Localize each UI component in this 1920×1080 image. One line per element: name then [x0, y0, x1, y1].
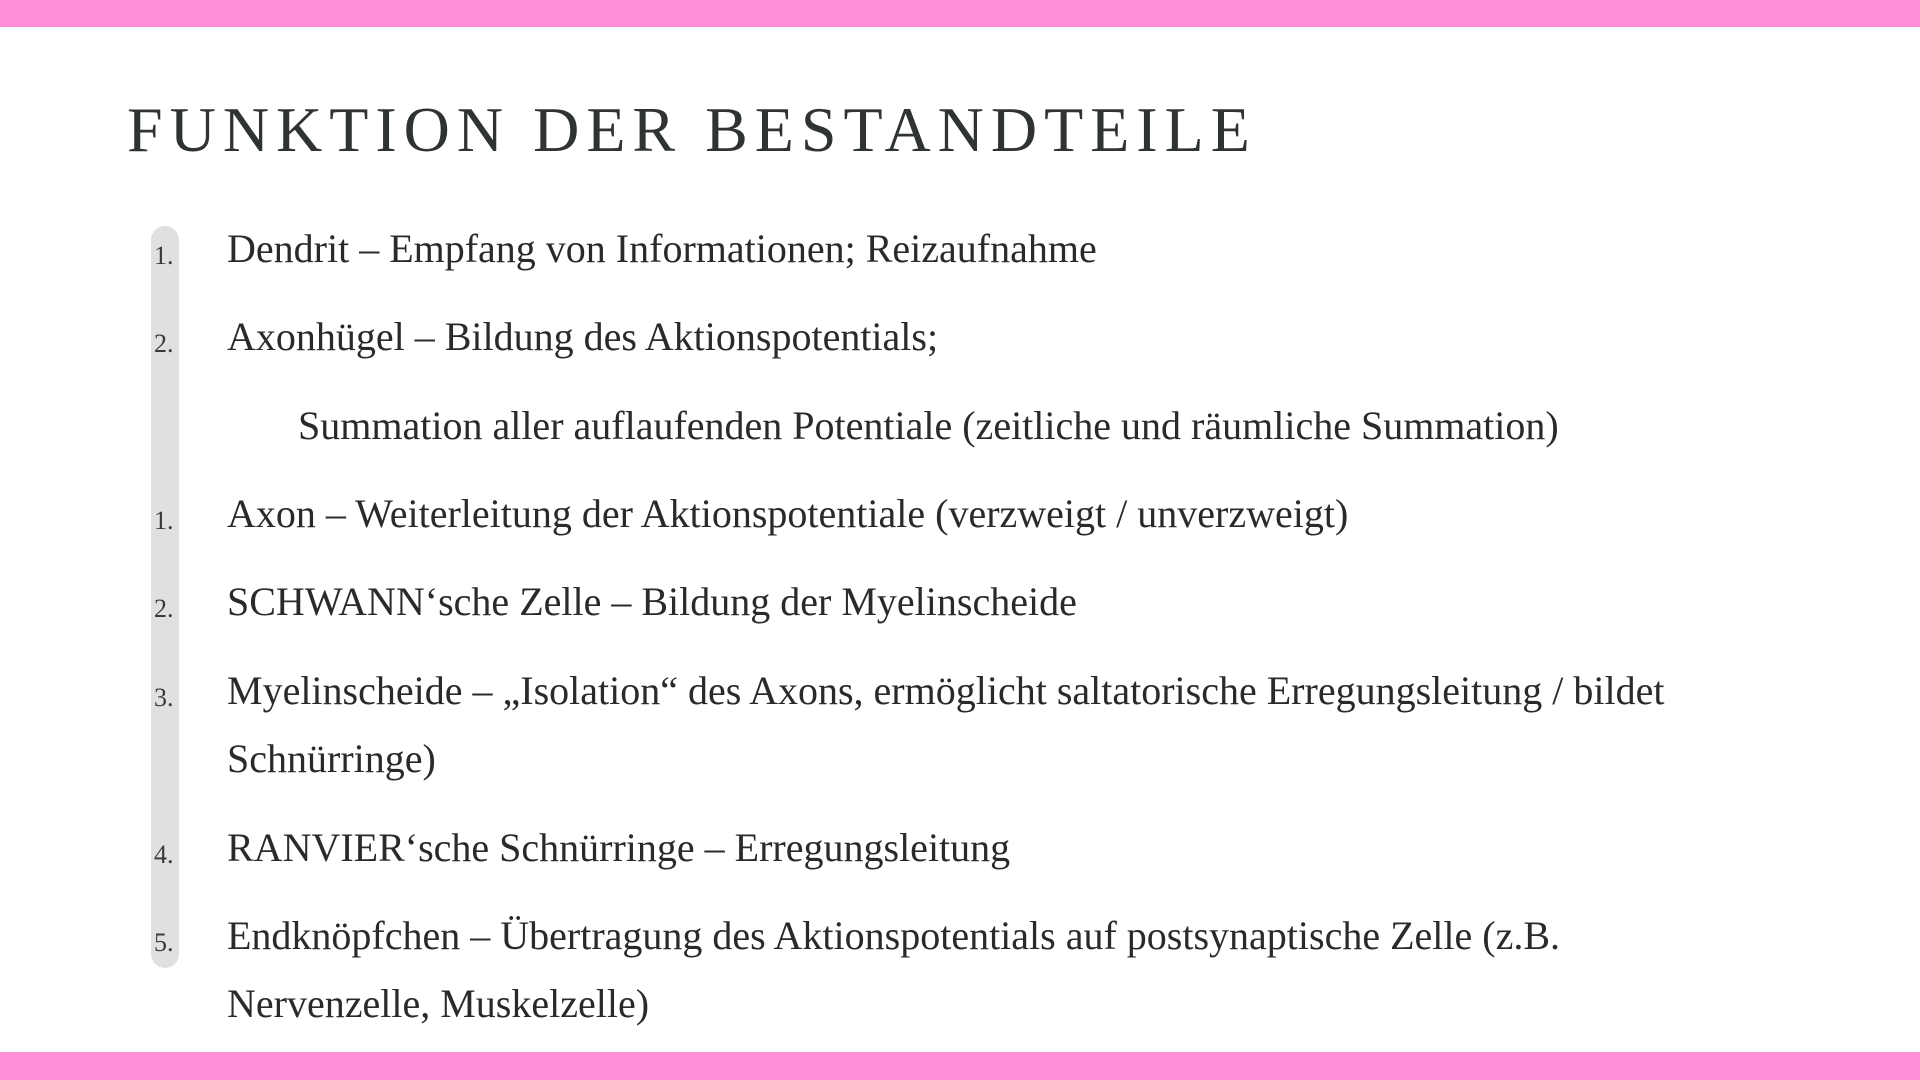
list-item-number: 2. — [154, 329, 174, 358]
list-item-text: Axonhügel – Bildung des Aktionspotentials; — [227, 314, 939, 359]
list-item-number: 5. — [154, 928, 174, 957]
list-item-text: Myelinscheide – „Isolation“ des Axons, ermöglicht saltatorische Erregungsleitung / bildet — [227, 668, 1665, 713]
list-item-text: Dendrit – Empfang von Informationen; Reizaufnahme — [227, 226, 1097, 271]
slide-title: FUNKTION DER BESTANDTEILE — [127, 94, 1257, 165]
list-item-text: Endknöpfchen – Übertragung des Aktionspotentials auf postsynaptische Zelle (z.B. — [227, 913, 1561, 958]
list-item-number: 4. — [154, 840, 174, 869]
list-item-number: 3. — [154, 683, 174, 712]
list-item-continuation: Schnürringe) — [227, 736, 436, 781]
list-item-number: 1. — [154, 241, 174, 270]
list-item-text: SCHWANN‘sche Zelle – Bildung der Myelinscheide — [227, 579, 1077, 624]
list-item-number: 1. — [154, 506, 174, 535]
list-item-continuation: Nervenzelle, Muskelzelle) — [227, 981, 650, 1026]
list-item-text: RANVIER‘sche Schnürringe – Erregungsleitung — [227, 825, 1011, 870]
list-item-continuation: Summation aller auflaufenden Potentiale (zeitliche und räumliche Summation) — [298, 403, 1559, 448]
list-item-text: Axon – Weiterleitung der Aktionspotentiale (verzweigt / unverzweigt) — [227, 491, 1349, 536]
list-item-number: 2. — [154, 594, 174, 623]
bottom-accent-bar — [0, 1052, 1920, 1080]
